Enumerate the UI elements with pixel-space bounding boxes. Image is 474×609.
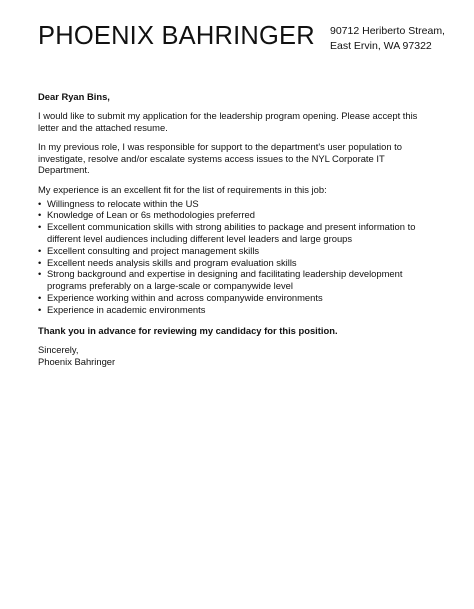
requirements-list (38, 198, 438, 316)
address-block (330, 24, 445, 54)
list-item: • Excellent consulting and project management skills (38, 245, 438, 257)
list-item: • Willingness to relocate within the US (38, 198, 438, 210)
list-item: • Experience in academic environments (38, 304, 438, 316)
paragraph-previous-role: In my previous role, I was responsible for support to the department's user population to investigate, resolve and/or escalate systems access issues to the NYL Corporate IT Department. (38, 140, 402, 176)
paragraph-requirements-lead: My experience is an excellent fit for the list of requirements in this job: (38, 183, 327, 195)
applicant-name-heading: PHOENIX BAHRINGER (38, 22, 315, 50)
list-item: • Excellent communication skills with strong abilities to package and present information to different level audiences including different level leaders and large groups (38, 221, 438, 245)
salutation: Dear Ryan Bins, (38, 91, 110, 102)
paragraph-intro: I would like to submit my application for the leadership program opening. Please accept this letter and the attached resume. (38, 109, 418, 133)
signoff: Sincerely, (38, 344, 79, 356)
closing-thanks: Thank you in advance for reviewing my candidacy for this position. (38, 324, 338, 336)
list-item: • Strong background and expertise in designing and facilitating leadership development programs preferably on a large-scale or companywide level (38, 268, 438, 292)
signature-name: Phoenix Bahringer (38, 356, 116, 368)
letter-body (38, 91, 438, 368)
list-item: • Knowledge of Lean or 6s methodologies preferred (38, 209, 438, 221)
address-street: 90712 Heriberto Stream, (330, 25, 445, 37)
list-item: • Excellent needs analysis skills and program evaluation skills (38, 257, 438, 269)
list-item: • Experience working within and across companywide environments (38, 292, 438, 304)
address-city-state-zip: East Ervin, WA 97322 (330, 40, 432, 52)
